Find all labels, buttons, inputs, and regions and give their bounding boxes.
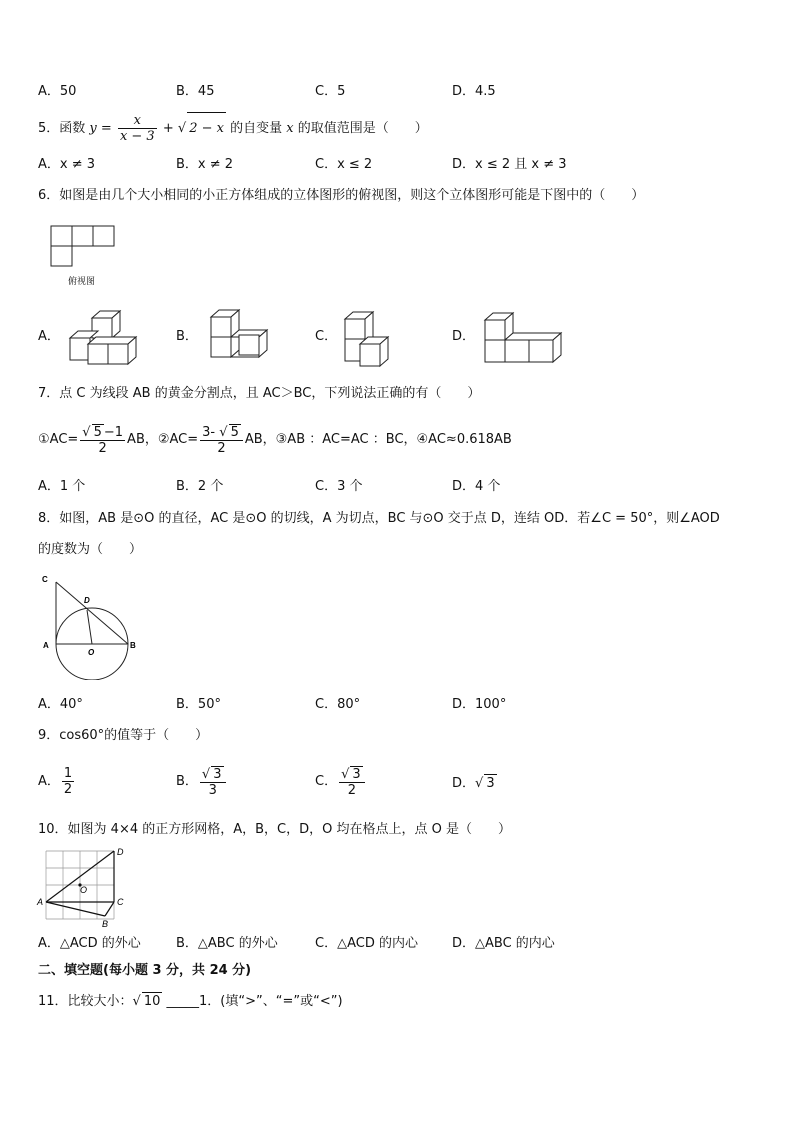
q8-label-c: C: [42, 575, 48, 584]
q6-option-d-figure: [482, 308, 564, 368]
q5-var: x: [286, 121, 294, 136]
q7-s1-suffix: AB，②AC=: [127, 432, 199, 447]
q9-d-sqrt-sign: √: [475, 776, 484, 791]
q7-s2-fraction: [200, 424, 243, 456]
q10-label-c: C: [117, 897, 124, 907]
q6-option-d-label: D．: [452, 329, 476, 344]
q7-s2-sqrt: 5: [230, 424, 239, 440]
q7-option-d: D．4 个: [452, 479, 501, 494]
q5-frac-den: x − 3: [119, 129, 155, 144]
q10-stem: 10．如图为 4×4 的正方形网格，A，B，C，D，O 均在格点上，点 O 是（ ）: [38, 822, 512, 837]
q9-c-sqrt: 3: [352, 766, 361, 782]
q9-d-label: D．: [452, 776, 476, 791]
q8-label-a: A: [43, 641, 49, 650]
q5-frac-num: x: [118, 113, 157, 129]
q9-b-sqrt: 3: [213, 766, 222, 782]
q9-option-a: [38, 762, 76, 802]
q6-option-c-figure: [342, 310, 402, 370]
q5-sqrt-sign: √: [177, 121, 187, 136]
q8-stem-2: 的度数为（ ）: [38, 542, 143, 557]
q4-option-a: A．50: [38, 84, 77, 99]
q4-option-b: B．45: [176, 84, 215, 99]
section-2-title: 二、填空题(每小题 3 分，共 24 分): [38, 963, 252, 978]
q9-b-sqrt-sign: √: [201, 766, 211, 782]
q7-s1-sqrt: 5: [93, 424, 102, 440]
q9-stem: 9．cos60°的值等于（ ）: [38, 728, 209, 743]
q10-label-a: A: [37, 897, 44, 907]
q7-option-c: C．3 个: [315, 479, 363, 494]
q11-stem: [38, 992, 343, 1011]
q11-sqrt-sign: √: [132, 994, 141, 1009]
q5-suffix1: 的自变量: [230, 121, 283, 136]
q5-option-d: D．x ≤ 2 且 x ≠ 3: [452, 157, 567, 172]
q8-circle-figure: [38, 572, 146, 680]
q10-label-o: O: [80, 885, 88, 895]
q9-a-num: 1: [63, 766, 73, 781]
q7-option-a: A．1 个: [38, 479, 86, 494]
q8-option-d: D．100°: [452, 697, 507, 712]
q7-s1-sqrt-sign: √: [82, 424, 91, 440]
q7-s2-num-pre: 3-: [202, 424, 216, 440]
q9-a-den: 2: [63, 782, 73, 797]
q6-option-b-figure: [208, 308, 270, 368]
q9-b-den: 3: [208, 782, 217, 798]
q9-option-d: [452, 774, 497, 793]
q9-c-sqrt-sign: √: [341, 766, 350, 782]
q7-statements: [38, 420, 512, 460]
q8-label-d: D: [84, 596, 90, 605]
q7-s2-suffix: AB，③AB ：AC=AC ：BC，④AC≈0.618AB: [244, 432, 512, 447]
q10-option-b: B．△ABC 的外心: [176, 936, 278, 951]
q6-option-b-label: B．: [176, 329, 198, 344]
q7-option-b: B．2 个: [176, 479, 224, 494]
q7-stem: 7．点 C 为线段 AB 的黄金分割点，且 AC＞BC，下列说法正确的有（ ）: [38, 386, 481, 401]
q5-sqrt-body: 2 − x: [187, 112, 226, 145]
q5-option-b: B．x ≠ 2: [176, 157, 234, 172]
q7-s1-num-rest: −1: [103, 424, 124, 440]
q10-option-c: C．△ACD 的内心: [315, 936, 418, 951]
q9-c-den: 2: [347, 782, 356, 798]
q7-s2-sqrt-sign: √: [219, 424, 228, 440]
q6-figure-caption: 俯视图: [68, 277, 96, 287]
q11-blank-and-hint: _____1．(填“>”、“=”或“<”): [166, 994, 343, 1009]
q9-d-sqrt: 3: [486, 776, 495, 791]
q8-option-b: B．50°: [176, 697, 221, 712]
q6-option-c-label: C．: [315, 329, 338, 344]
q6-option-a-figure: [66, 308, 138, 368]
q11-sqrt-body: 10: [143, 994, 161, 1009]
q5-plus: +: [162, 121, 174, 136]
q11-prefix: 11．比较大小：: [38, 994, 133, 1009]
q9-option-b: [176, 762, 228, 802]
q5-suffix2: 的取值范围是（ ）: [297, 121, 428, 136]
q9-a-label: A．: [38, 774, 60, 789]
q10-label-d: D: [117, 847, 124, 857]
q10-option-d: D．△ABC 的内心: [452, 936, 555, 951]
q7-s2-den: 2: [217, 440, 226, 456]
q5-option-c: C．x ≤ 2: [315, 157, 373, 172]
q5-prefix: 5．函数: [38, 121, 86, 136]
q8-label-o: O: [88, 648, 95, 657]
q8-label-b: B: [130, 641, 136, 650]
q10-label-b: B: [102, 919, 109, 929]
q9-c-label: C．: [315, 774, 338, 789]
q7-s1-prefix: ①AC=: [38, 432, 79, 447]
q8-stem: 8．如图，AB 是⊙O 的直径，AC 是⊙O 的切线，A 为切点，BC 与⊙O 交于点 D，连结 OD．若∠C = 50°，则∠AOD: [38, 511, 720, 526]
q6-stem: 6．如图是由几个大小相同的小正方体组成的立体图形的俯视图，则这个立体图形可能是下图中的（ ）: [38, 188, 645, 203]
q9-b-label: B．: [176, 774, 198, 789]
q9-option-c: [315, 762, 367, 802]
q5-function-lhs: y =: [89, 121, 112, 136]
q5-fraction: [118, 113, 157, 144]
q4-option-d: D．4.5: [452, 84, 496, 99]
q10-option-a: A．△ACD 的外心: [38, 936, 141, 951]
q8-option-a: A．40°: [38, 697, 83, 712]
q5-stem: [38, 112, 428, 145]
q5-option-a: A．x ≠ 3: [38, 157, 96, 172]
q8-option-c: C．80°: [315, 697, 361, 712]
q6-option-a-label: A．: [38, 329, 60, 344]
q10-grid-figure: [36, 843, 132, 929]
q4-option-c: C．5: [315, 84, 346, 99]
q7-s1-fraction: [80, 424, 125, 456]
q7-s1-den: 2: [98, 440, 107, 456]
